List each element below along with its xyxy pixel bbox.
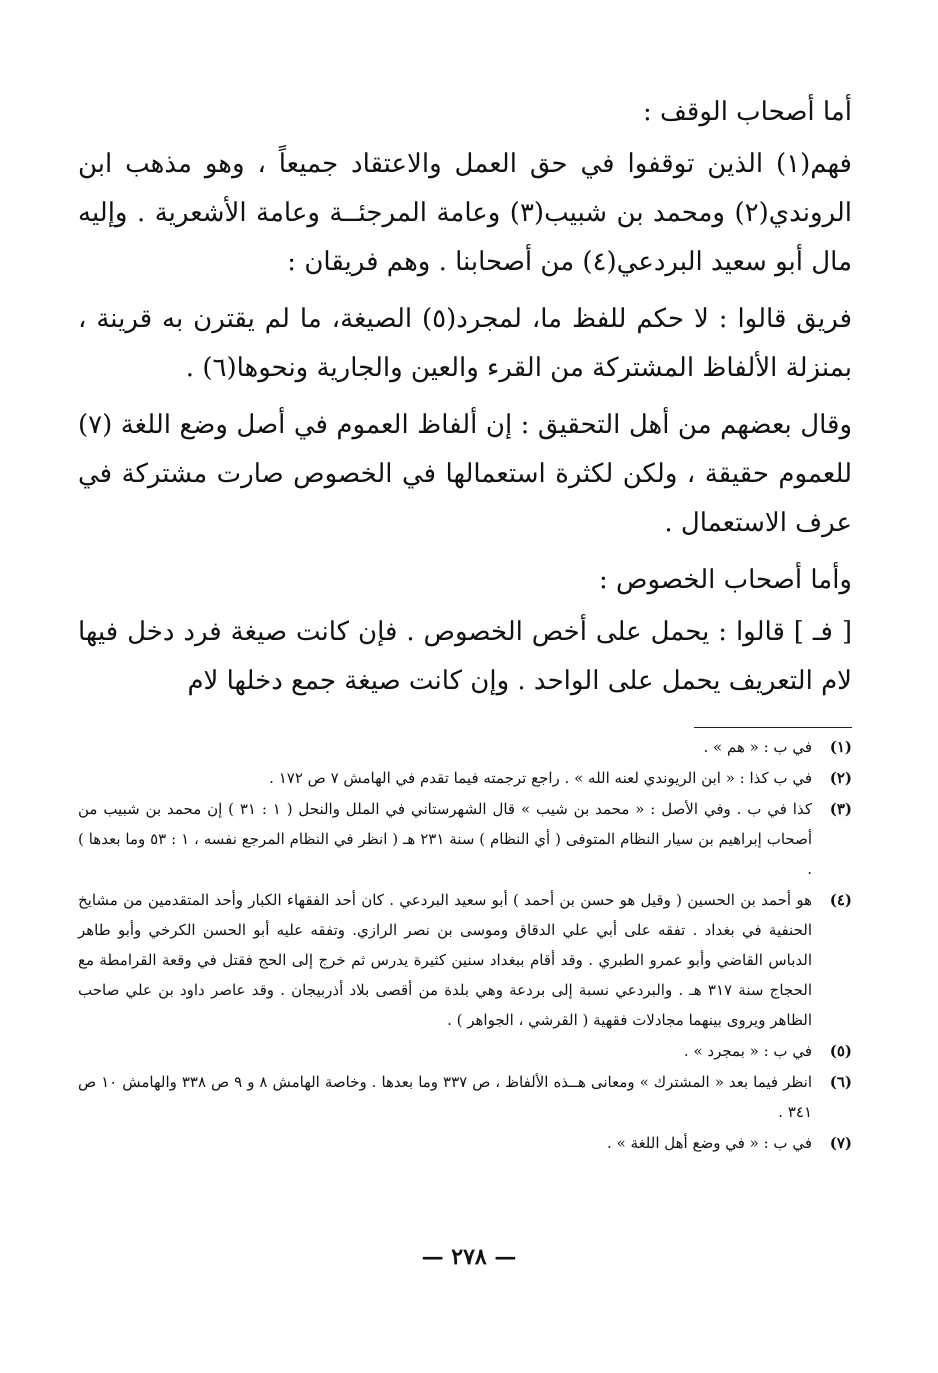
footnote: [78, 794, 852, 884]
footnote-number: (٥): [829, 1042, 852, 1060]
footnote-text: انظر فيما بعد « المشترك » ومعانى هــذه الألفاظ ، ص ٣٣٧ وما بعدها . وخاصة الهامش ٨ و ٩ ص ٣٣٨ والهامش ١٠ ص ٣٤١ .: [78, 1073, 812, 1121]
main-text: [78, 88, 852, 714]
paragraph-khusus: [ فـ ] قالوا : يحمل على أخص الخصوص . فإن كانت صيغة فرد دخل فيها لام التعريف يحمل على الواحد . وإن كانت صيغة جمع دخلها لام: [78, 617, 852, 696]
footnote: [78, 763, 852, 793]
footnote-text: في ب : « بمجرد » .: [683, 1042, 812, 1060]
footnote: [78, 885, 852, 1035]
footnote-text: هو أحمد بن الحسين ( وقيل هو حسن بن أحمد ) أبو سعيد البردعي . كان أحد الفقهاء الكبار وأحد المتقدمين من مشايخ الحنفية في بغداد . تفقه على أبي علي الدقاق وموسى بن نصر الرازي. وتفقه عليه أبو الحسن الكرخي وأبو طاهر الدباس القاضي وأبو عمرو الطبري . وقد أقام ببغداد سنين كثيرة يدرس ثم خرج إلى الحج فقتل في وقعة القرامطة مع الحجاج سنة ٣١٧ هـ . والبردعي نسبة إلى بردعة وهي بلدة من أقصى بلاد أذربيجان . وقد عاصر داود بن علي صاحب الظاهر ويروى بينهما مجادلات فقهية ( القرشي ، الجواهر ) .: [78, 891, 812, 1029]
footnote-number: (٤): [829, 891, 852, 909]
footnote-divider: [694, 727, 852, 728]
footnote: [78, 1036, 852, 1066]
footnote-number: (٦): [829, 1073, 852, 1091]
footnote-number: (٢): [829, 769, 852, 787]
paragraph-first-group: فريق قالوا : لا حكم للفظ ما، لمجرد(٥) الصيغة، ما لم يقترن به قرينة ، بمنزلة الألفاظ المشتركة من القرء والعين والجارية ونحوها(٦) .: [78, 304, 852, 383]
section-heading-waqf: أما أصحاب الوقف :: [642, 97, 852, 127]
section-heading-khusus: وأما أصحاب الخصوص :: [598, 565, 852, 595]
paragraph-waqf-definition: فهم(١) الذين توقفوا في حق العمل والاعتقاد جميعاً ، وهو مذهب ابن الروندي(٢) ومحمد بن شبيب(٣) وعامة المرجئــة وعامة الأشعرية . وإليه مال أبو سعيد البردعي(٤) من أصحابنا . وهم فريقان :: [78, 149, 853, 277]
footnote-number: (٧): [829, 1134, 852, 1152]
footnote: [78, 1067, 852, 1127]
paragraph-tahqiq: وقال بعضهم من أهل التحقيق : إن ألفاظ العموم في أصل وضع اللغة (٧) للعموم حقيقة ، ولكن لكثرة استعمالها في الخصوص صارت مشتركة في عرف الاستعمال .: [78, 410, 852, 538]
footnote-text: في ب : « هم » .: [703, 738, 812, 756]
footnote-text: في ب كذا : « ابن الريوندي لعنه الله » . راجع ترجمته فيما تقدم في الهامش ٧ ص ١٧٢ .: [269, 769, 812, 787]
page-number: — ٢٧٨ —: [421, 1244, 517, 1270]
footnote-text: كذا في ب . وفي الأصل : « محمد بن شيب » قال الشهرستاني في الملل والنحل ( ١ : ٣١ ) إن محمد بن شبيب من أصحاب إبراهيم بن سيار النظام المتوفى ( أي النظام ) سنة ٢٣١ هـ ( انظر في النظام المرجع نفسه ، ١ : ٥٣ وما بعدها ) .: [78, 800, 812, 878]
footnote-number: (٣): [829, 800, 852, 818]
footnote-number: (١): [829, 738, 852, 756]
footnote: [78, 732, 852, 762]
footnote-text: في ب : « في وضع أهل اللغة » .: [607, 1134, 812, 1152]
footnote: [78, 1128, 852, 1158]
footnotes: [78, 732, 852, 1159]
